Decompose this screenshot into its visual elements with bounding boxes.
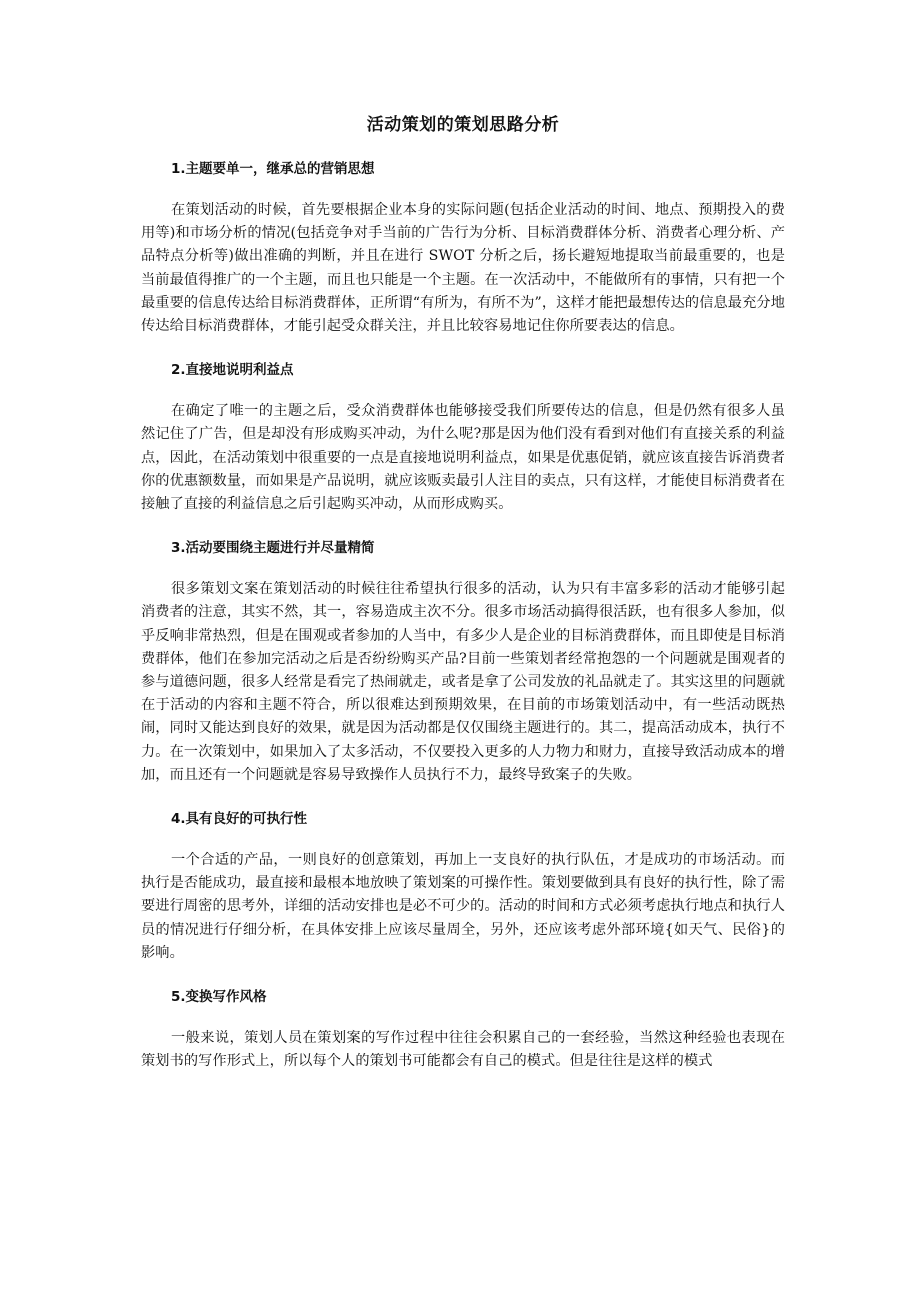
section-body-2: 在确定了唯一的主题之后，受众消费群体也能够接受我们所要传达的信息，但是仍然有很多人虽然记住了广告，但是却没有形成购买冲动，为什么呢?那是因为他们没有看到对他们有直接关系的利益点，因此，在活动策划中很重要的一点是直接地说明利益点，如果是优惠促销，就应该直接告诉消费者你的优惠额数量，而如果是产品说明，就应该贩卖最引人注目的卖点，只有这样，才能使目标消费者在接触了直接的利益信息之后引起购买冲动，从而形成购买。 — [141, 403, 785, 513]
section-heading-4: 4.具有良好的可执行性 — [171, 811, 308, 828]
section-body-3: 很多策划文案在策划活动的时候往往希望执行很多的活动，认为只有丰富多彩的活动才能够引起消费者的注意，其实不然，其一，容易造成主次不分。很多市场活动搞得很活跃，也有很多人参加，似乎反响非常热烈，但是在围观或者参加的人当中，有多少人是企业的目标消费群体，而且即使是目标消费群体，他们在参加完活动之后是否纷纷购买产品?目前一些策划者经常抱怨的一个问题就是围观者的参与道德问题，很多人经常是看完了热闹就走，或者是拿了公司发放的礼品就走了。其实这里的问题就在于活动的内容和主题不符合，所以很难达到预期效果，在目前的市场策划活动中，有一些活动既热闹，同时又能达到良好的效果，就是因为活动都是仅仅围绕主题进行的。其二，提高活动成本，执行不力。在一次策划中，如果加入了太多活动，不仅要投入更多的人力物力和财力，直接导致活动成本的增加，而且还有一个问题就是容易导致操作人员执行不力，最终导致案子的失败。 — [141, 581, 785, 783]
section-body-1: 在策划活动的时候，首先要根据企业本身的实际问题(包括企业活动的时间、地点、预期投入的费用等)和市场分析的情况(包括竞争对手当前的广告行为分析、目标消费群体分析、消费者心理分析、产品特点分析等)做出准确的判断，并且在进行 SWOT 分析之后，扬长避短地提取当前最重要的，也是当前最值得推广的一个主题，而且也只能是一个主题。在一次活动中，不能做所有的事情，只有把一个最重要的信息传达给目标消费群体，正所谓“有所为，有所不为”，这样才能把最想传达的信息最充分地传达给目标消费群体，才能引起受众群关注，并且比较容易地记住你所要表达的信息。 — [141, 202, 785, 335]
document-content — [141, 112, 785, 1094]
section-body-5: 一般来说，策划人员在策划案的写作过程中往往会积累自己的一套经验，当然这种经验也表现在策划书的写作形式上，所以每个人的策划书可能都会有自己的模式。但是往往是这样的模式 — [141, 1030, 785, 1070]
section-heading-3: 3.活动要围绕主题进行并尽量精简 — [171, 540, 375, 557]
section-heading-2: 2.直接地说明利益点 — [171, 362, 294, 379]
section-heading-1: 1.主题要单一，继承总的营销思想 — [171, 161, 375, 177]
section-heading-5: 5.变换写作风格 — [171, 989, 267, 1006]
document-title: 活动策划的策划思路分析 — [366, 115, 560, 135]
section-body-4: 一个合适的产品，一则良好的创意策划，再加上一支良好的执行队伍，才是成功的市场活动。而执行是否能成功，最直接和最根本地放映了策划案的可操作性。策划要做到具有良好的执行性，除了需要进行周密的思考外，详细的活动安排也是必不可少的。活动的时间和方式必须考虑执行地点和执行人员的情况进行仔细分析，在具体安排上应该尽量周全，另外，还应该考虑外部环境{如天气、民俗}的影响。 — [141, 852, 785, 961]
